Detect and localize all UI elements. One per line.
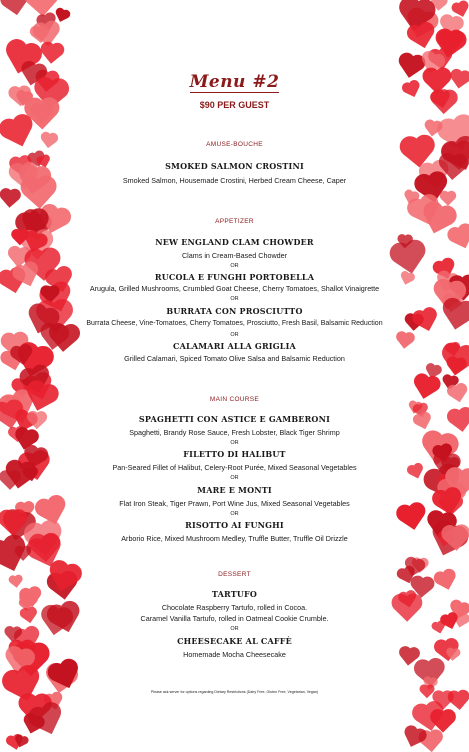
or-divider: OR [230, 332, 239, 338]
dish-name: CALAMARI ALLA GRIGLIA [173, 341, 296, 351]
heart-decoration [448, 359, 464, 375]
heart-decoration [452, 228, 469, 248]
or-divider: OR [230, 263, 239, 269]
heart-decoration [415, 377, 437, 399]
menu-title: Menu #2 [189, 72, 280, 92]
heart-decoration [42, 134, 56, 148]
heart-decoration [29, 413, 46, 430]
heart-decoration [1, 190, 18, 207]
section-heading-appetizer: APPETIZER [215, 218, 254, 225]
dish-name: SMOKED SALMON CROSTINI [165, 161, 304, 171]
heart-decoration [449, 386, 465, 402]
dish-description: Chocolate Raspberry Tartufo, rolled in Cocoa. [161, 603, 308, 612]
section-heading-dessert: DESSERT [218, 571, 251, 578]
heart-decoration [452, 71, 469, 88]
or-divider: OR [230, 296, 239, 302]
heart-decoration [416, 414, 430, 428]
dish-name: CHEESECAKE AL CAFFÈ [177, 636, 292, 646]
heart-decoration [57, 11, 69, 23]
heart-decoration [416, 311, 436, 331]
heart-decoration [42, 44, 61, 63]
heart-decoration [4, 0, 26, 15]
heart-decoration [411, 26, 433, 48]
heart-decoration [10, 576, 22, 588]
dish-name: RUCOLA E FUNGHI PORTOBELLA [154, 272, 315, 282]
heart-decoration [438, 572, 456, 590]
dish-description: Clams in Cream-Based Chowder [181, 251, 288, 260]
dish-description: Smoked Salmon, Housemade Crostini, Herbed Cream Cheese, Caper [122, 176, 347, 185]
heart-decoration [28, 385, 54, 411]
heart-decoration [425, 207, 452, 234]
or-divider: OR [230, 475, 239, 481]
heart-decoration [433, 623, 444, 634]
dish-description: Homemade Mocha Cheesecake [183, 650, 286, 659]
heart-decoration [455, 3, 469, 17]
left-heart-border [0, 0, 80, 744]
dish-description-line-2: Caramel Vanilla Tartufo, rolled in Oatmeal Cookie Crumble. [140, 614, 329, 623]
heart-decoration [444, 302, 469, 329]
dish-description: Burrata Cheese, Vine-Tomatoes, Cherry Tomatoes, Prosciutto, Fresh Basil, Balsamic Reduction [86, 320, 383, 327]
dish-description: Pan-Seared Fillet of Halibut, Celery-Root Purée, Mixed Seasonal Vegetables [112, 463, 357, 472]
section-heading-main-course: MAIN COURSE [209, 396, 260, 403]
dish-name: NEW ENGLAND CLAM CHOWDER [155, 237, 314, 247]
heart-decoration [443, 615, 457, 629]
dish-name: RISOTTO AI FUNGHI [185, 520, 284, 530]
heart-decoration [451, 410, 469, 432]
heart-decoration [22, 609, 36, 623]
dish-description: Flat Iron Steak, Tiger Prawn, Port Wine Jus, Mixed Seasonal Vegetables [119, 499, 350, 508]
or-divider: OR [230, 511, 239, 517]
dish-name: BURRATA CON PROSCIUTTO [166, 306, 303, 316]
dish-name: SPAGHETTI CON ASTICE E GAMBERONI [138, 414, 331, 424]
or-divider: OR [230, 440, 239, 446]
dietary-note: Please ask server for options regarding Dietary Restrictions (Dairy Free, Gluten Free, Vegetarian, Vegan) [150, 690, 319, 694]
heart-decoration [4, 119, 31, 146]
heart-decoration [409, 465, 422, 478]
dish-description: Grilled Calamari, Spiced Tomato Olive Salsa and Balsamic Reduction [124, 354, 345, 363]
heart-decoration [441, 192, 455, 206]
dish-name: MARE E MONTI [197, 485, 272, 495]
dish-description: Arugula, Grilled Mushrooms, Crumbled Goat Cheese, Cherry Tomatoes, Shallot Vinaigrette [89, 284, 380, 293]
dish-name: FILETTO DI HALIBUT [183, 449, 286, 459]
dish-description: Arborio Rice, Mixed Mushroom Medley, Truffle Butter, Truffle Oil Drizzle [121, 534, 348, 543]
dish-description: Spaghetti, Brandy Rose Sauce, Fresh Lobster, Black Tiger Shrimp [129, 428, 340, 437]
right-heart-border [389, 0, 469, 744]
section-heading-amuse-bouche: AMUSE-BOUCHE [206, 141, 263, 148]
dish-name: TARTUFO [211, 589, 258, 599]
menu-price: $90 PER GUEST [199, 100, 270, 110]
heart-decoration [24, 717, 41, 734]
or-divider: OR [230, 626, 239, 632]
